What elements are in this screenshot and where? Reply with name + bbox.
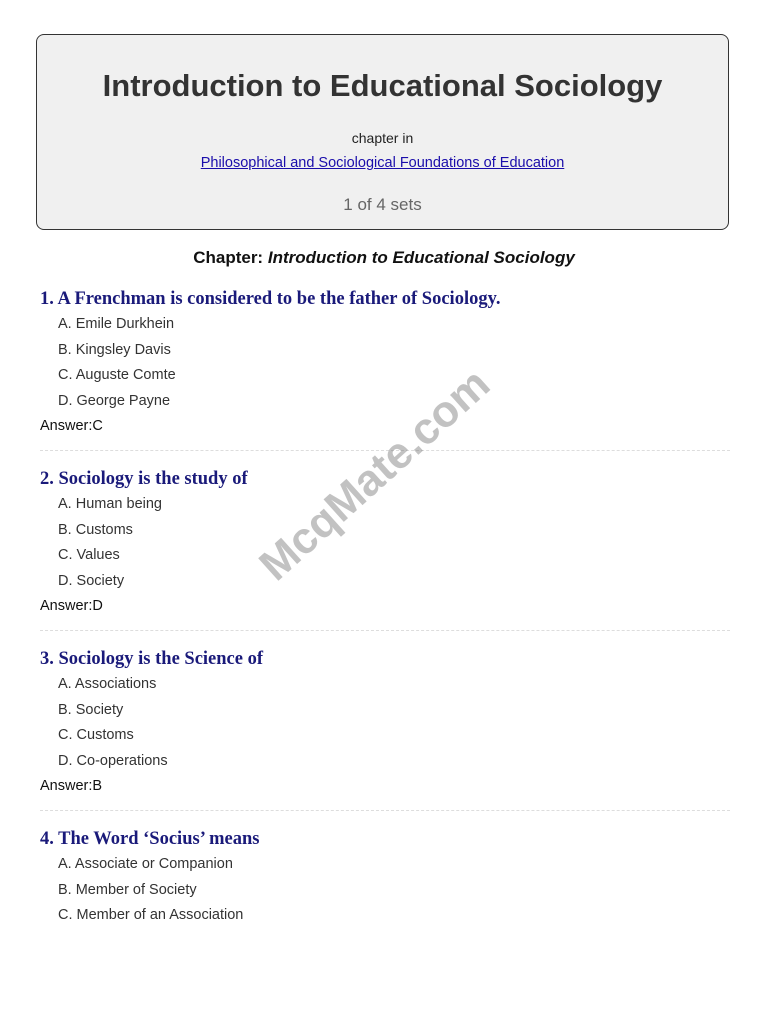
question-item	[40, 646, 730, 826]
watermark: McqMate.com	[250, 359, 500, 591]
answer-text: Answer:C	[40, 417, 103, 434]
option-a: A. Associations	[58, 676, 157, 692]
option-b: B. Society	[58, 701, 124, 718]
answer-text: Answer:B	[40, 777, 103, 794]
chapter-name: Introduction to Educational Sociology	[267, 248, 575, 267]
book-link[interactable]: Philosophical and Sociological Foundations of Education	[200, 155, 565, 171]
option-d: D. Co-operations	[58, 753, 168, 770]
option-a: A. Associate or Companion	[58, 856, 233, 872]
option-c: C. Auguste Comte	[58, 367, 176, 384]
question-item	[40, 286, 730, 466]
option-a: A. Human being	[58, 496, 162, 512]
question-list	[40, 286, 730, 1006]
option-b: B. Kingsley Davis	[58, 341, 171, 358]
option-b: B. Member of Society	[58, 881, 197, 898]
option-d: D. Society	[58, 573, 125, 590]
answer-text: Answer:D	[40, 597, 103, 614]
option-c: C. Member of an Association	[58, 907, 244, 924]
question-item	[40, 466, 730, 646]
option-c: C. Customs	[58, 727, 134, 744]
book-link-row	[37, 155, 728, 171]
chapter-in-label: chapter in	[351, 130, 414, 146]
question-item	[40, 826, 730, 1006]
question-text: 4. The Word ‘Socius’ means	[40, 829, 260, 849]
option-c: C. Values	[58, 547, 120, 564]
option-list	[40, 852, 730, 929]
question-text: 2. Sociology is the study of	[40, 469, 248, 489]
option-a: A. Emile Durkhein	[58, 316, 175, 332]
chapter-prefix: Chapter:	[193, 248, 264, 267]
option-list	[40, 312, 730, 415]
option-list	[40, 492, 730, 595]
option-b: B. Customs	[58, 521, 133, 538]
header-box	[36, 34, 729, 230]
question-text: 1. A Frenchman is considered to be the father of Sociology.	[40, 289, 501, 309]
option-list	[40, 672, 730, 775]
option-d: D. George Payne	[58, 393, 171, 410]
question-text: 3. Sociology is the Science of	[40, 649, 264, 669]
page-title: Introduction to Educational Sociology	[102, 68, 663, 103]
chapter-heading	[0, 248, 768, 268]
set-count: 1 of 4 sets	[343, 195, 422, 214]
